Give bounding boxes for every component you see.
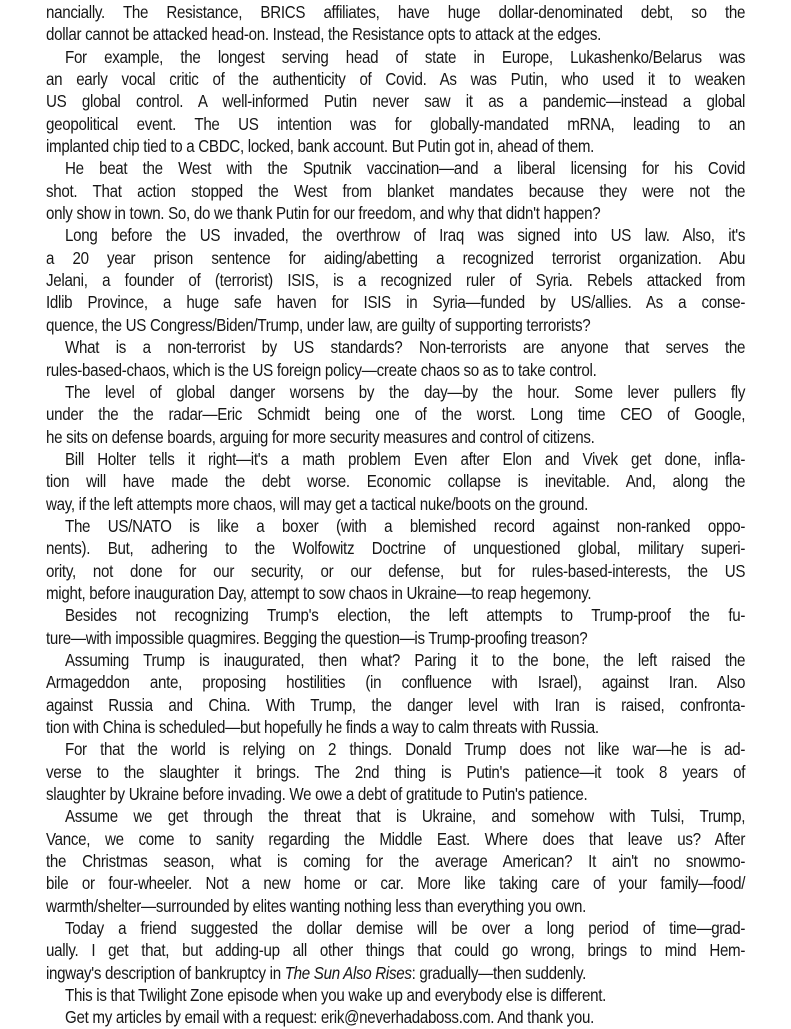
line-text: Vance, we come to sanity regarding the Middle East. Where does that leave us? After — [46, 828, 746, 849]
line-text: This is that Twilight Zone episode when you wake up and everybody else is different. — [65, 985, 607, 1006]
line-text: US global control. A well-informed Putin never saw it as a pandemic—instead a global — [46, 91, 746, 112]
line-text: For that the world is relying on 2 things. Donald Trump does not like war—he is ad- — [65, 739, 746, 760]
paragraph — [46, 1006, 745, 1028]
line-text: under the the radar—Eric Schmidt being one of the worst. Long time CEO of Google, — [46, 404, 746, 425]
paragraph — [46, 515, 745, 604]
paragraph — [46, 805, 745, 917]
line-text: nents). But, adhering to the Wolfowitz Doctrine of unquestioned global, military superi- — [46, 538, 746, 559]
paragraph — [46, 381, 745, 448]
paragraph — [46, 336, 745, 381]
book-title: The Sun Also Rises — [284, 962, 412, 983]
text-line — [46, 783, 745, 805]
paragraph — [46, 738, 745, 805]
text-line — [46, 202, 745, 224]
line-text: ture—with impossible quagmires. Begging the question—is Trump-proofing treason? — [46, 627, 588, 648]
text-line — [46, 113, 745, 135]
line-text: For example, the longest serving head of state in Europe, Lukashenko/Belarus was — [65, 46, 746, 67]
text-line — [46, 157, 745, 179]
text-line — [46, 336, 745, 358]
text-run: : gradually—then suddenly. — [411, 962, 587, 983]
line-text: Besides not recognizing Trump's election, the left attempts to Trump-proof the fu- — [65, 605, 746, 626]
text-line — [46, 761, 745, 783]
text-line — [46, 984, 745, 1006]
text-line — [46, 68, 745, 90]
text-line — [46, 694, 745, 716]
line-text: Bill Holter tells it right—it's a math problem Even after Elon and Vivek get done, infla- — [65, 448, 746, 469]
line-text: warmth/shelter—surrounded by elites wanting nothing less than everything you own. — [46, 895, 586, 916]
line-text: he sits on defense boards, arguing for more security measures and control of citizens. — [46, 426, 595, 447]
text-line — [46, 649, 745, 671]
line-text: an early vocal critic of the authenticity of Covid. As was Putin, who used it to weaken — [46, 69, 746, 90]
text-line — [46, 850, 745, 872]
line-text: dollar cannot be attacked head-on. Instead, the Resistance opts to attack at the edges. — [46, 24, 602, 45]
line-text: nancially. The Resistance, BRICS affiliates, have huge dollar-denominated debt, so the — [46, 2, 746, 22]
line-text: slaughter by Ukraine before invading. We owe a debt of gratitude to Putin's patience. — [46, 784, 588, 805]
text-line — [46, 1, 745, 23]
line-text: quence, the US Congress/Biden/Trump, under law, are guilty of supporting terrorists? — [46, 314, 591, 335]
text-line — [46, 895, 745, 917]
paragraph — [46, 448, 745, 515]
line-text: Assume we get through the threat that is Ukraine, and somehow with Tulsi, Trump, — [65, 806, 746, 827]
text-line — [46, 291, 745, 313]
line-text: ually. I get that, but adding-up all other things that could go wrong, brings to mind Hem- — [46, 940, 746, 961]
text-line — [46, 470, 745, 492]
text-line — [46, 917, 745, 939]
line-text: Idlib Province, a huge safe haven for ISIS in Syria—funded by US/allies. As a conse- — [46, 292, 746, 313]
line-text: Get my articles by email with a request: erik@neverhadaboss.com. And thank you. — [65, 1007, 594, 1028]
text-line — [46, 805, 745, 827]
line-text: tion will have made the debt worse. Economic collapse is inevitable. And, along the — [46, 471, 746, 492]
text-line — [46, 448, 745, 470]
paragraph — [46, 224, 745, 336]
line-text: the Christmas season, what is coming for the average American? It ain't no snowmo- — [46, 851, 746, 872]
text-line — [46, 426, 745, 448]
text-line — [46, 872, 745, 894]
text-line — [46, 90, 745, 112]
text-line — [46, 493, 745, 515]
line-text: The US/NATO is like a boxer (with a blemished record against non-ranked oppo- — [65, 515, 746, 536]
line-text: Jelani, a founder of (terrorist) ISIS, is a recognized ruler of Syria. Rebels attacked from — [46, 270, 746, 291]
text-line — [46, 939, 745, 961]
line-text: The level of global danger worsens by the day—by the hour. Some lever pullers fly — [65, 381, 746, 402]
line-text: bile or four-wheeler. Not a new home or car. More like taking care of your family—food/ — [46, 873, 746, 894]
paragraph — [46, 604, 745, 649]
text-line — [46, 627, 745, 649]
text-line — [46, 1006, 745, 1028]
text-line — [46, 582, 745, 604]
line-text: Armageddon ante, proposing hostilities (in confluence with Israel), against Iran. Also — [46, 672, 746, 693]
line-text: tion with China is scheduled—but hopefully he finds a way to calm threats with Russia. — [46, 717, 599, 737]
text-line — [46, 247, 745, 269]
text-line — [46, 46, 745, 68]
paragraph — [46, 1, 745, 46]
paragraph — [46, 649, 745, 738]
line-text: way, if the left attempts more chaos, will may get a tactical nuke/boots on the ground. — [46, 493, 589, 514]
text-line — [46, 403, 745, 425]
line-text: ority, not done for our security, or our defense, but for rules-based-interests, the US — [46, 560, 746, 581]
line-text: geopolitical event. The US intention was for globally-mandated mRNA, leading to an — [46, 113, 746, 134]
text-line — [46, 135, 745, 157]
line-text: Long before the US invaded, the overthrow of Iraq was signed into US law. Also, it's — [65, 225, 746, 246]
text-line — [46, 180, 745, 202]
text-line — [46, 224, 745, 246]
text-line — [46, 716, 745, 738]
document-page — [46, 1, 745, 1029]
line-text: only show in town. So, do we thank Putin for our freedom, and why that didn't happen? — [46, 203, 601, 224]
line-text: against Russia and China. With Trump, the danger level with Iran is raised, confronta- — [46, 694, 746, 715]
line-text: Today a friend suggested the dollar demise will be over a long period of time—grad- — [65, 918, 746, 939]
text-line — [46, 604, 745, 626]
line-text: He beat the West with the Sputnik vaccination—and a liberal licensing for his Covid — [65, 158, 746, 179]
text-line — [46, 560, 745, 582]
line-text — [46, 962, 745, 984]
text-line — [46, 515, 745, 537]
text-line — [46, 671, 745, 693]
line-text: might, before inauguration Day, attempt to sow chaos in Ukraine—to reap hegemony. — [46, 582, 592, 603]
text-line — [46, 314, 745, 336]
line-text: rules-based-chaos, which is the US foreign policy—create chaos so as to take control. — [46, 359, 597, 380]
paragraph — [46, 46, 745, 158]
line-text: verse to the slaughter it brings. The 2nd thing is Putin's patience—it took 8 years of — [46, 761, 746, 782]
line-text: a 20 year prison sentence for aiding/abetting a recognized terrorist organization. Abu — [46, 247, 746, 268]
text-line — [46, 381, 745, 403]
line-text: Assuming Trump is inaugurated, then what? Paring it to the bone, the left raised the — [65, 649, 746, 670]
text-line — [46, 962, 745, 984]
line-text: shot. That action stopped the West from blanket mandates because they were not the — [46, 180, 746, 201]
text-line — [46, 828, 745, 850]
paragraph — [46, 984, 745, 1006]
text-line — [46, 537, 745, 559]
text-line — [46, 269, 745, 291]
paragraph — [46, 157, 745, 224]
text-line — [46, 359, 745, 381]
text-line — [46, 738, 745, 760]
line-text: implanted chip tied to a CBDC, locked, bank account. But Putin got in, ahead of them. — [46, 136, 595, 157]
text-line — [46, 23, 745, 45]
text-run: ingway's description of bankruptcy in — [46, 962, 285, 983]
line-text: What is a non-terrorist by US standards? Non-terrorists are anyone that serves the — [65, 337, 746, 358]
paragraph — [46, 917, 745, 984]
